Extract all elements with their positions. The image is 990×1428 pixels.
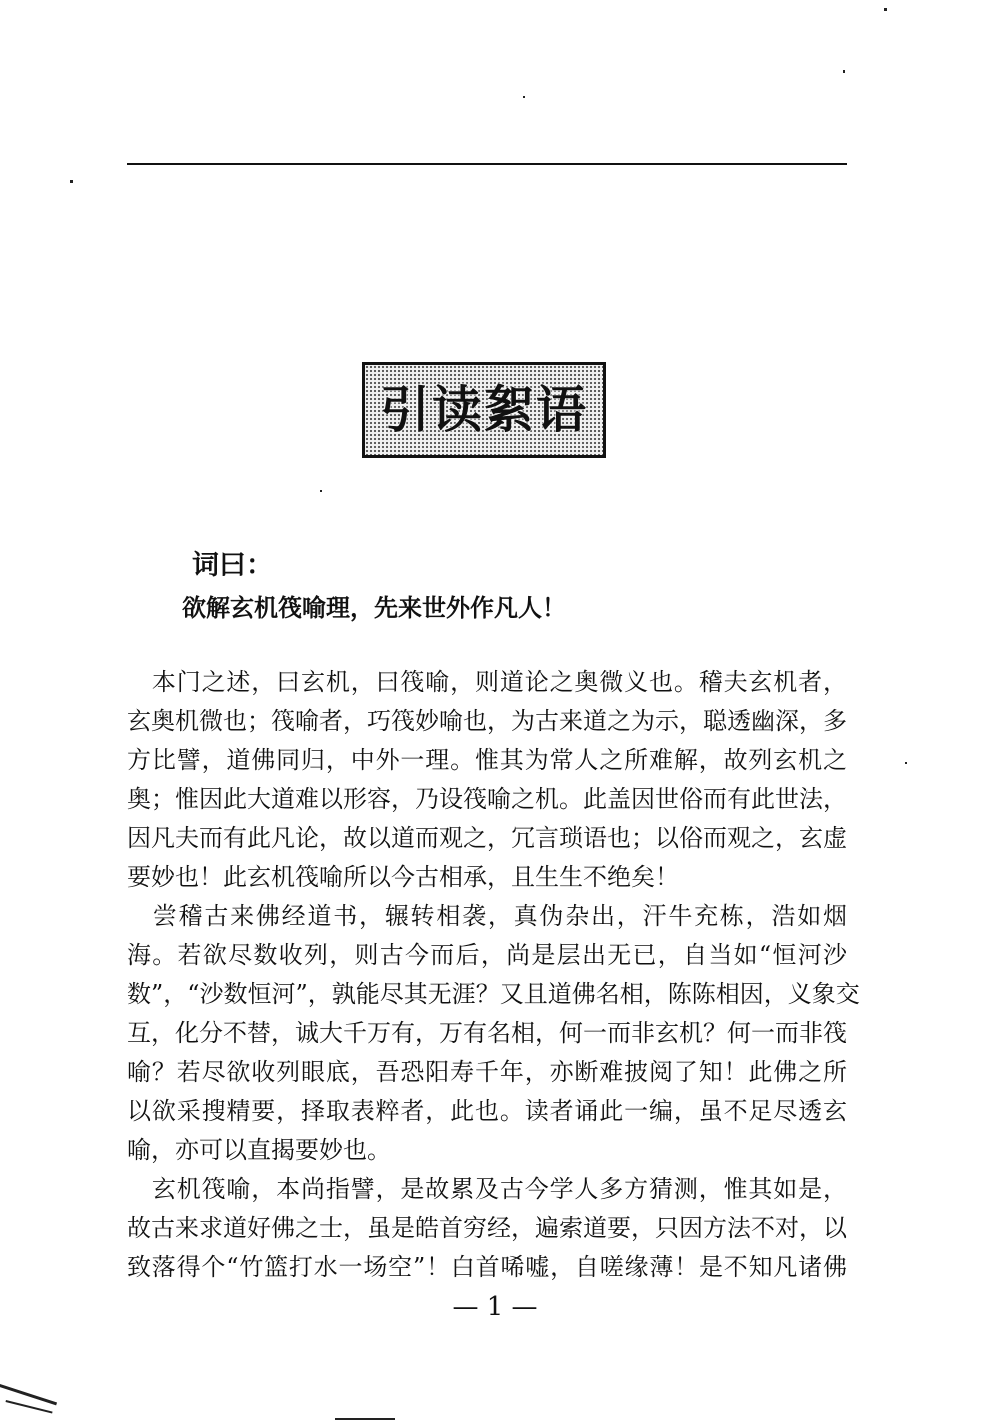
ci-label: 词曰：: [192, 550, 273, 581]
scan-speck: [523, 96, 525, 98]
scan-speck: [335, 1418, 395, 1420]
body-line: 数”，“沙数恒河”，孰能尽其无涯？又且道佛名相，陈陈相因，义象交: [127, 980, 860, 1008]
header-rule: [127, 163, 847, 165]
body-line: 以欲采搜精要，择取表粹者，此也。读者诵此一编，虽不足尽透玄: [127, 1097, 847, 1125]
body-line: 故古来求道好佛之士，虽是皓首穷经，遍索道要，只因方法不对，以: [127, 1214, 847, 1242]
body-line: 方比譬，道佛同归，中外一理。惟其为常人之所难解，故列玄机之: [127, 746, 847, 774]
verse: 欲解玄机筏喻理，先来世外作凡人！: [182, 593, 566, 622]
scan-speck: [843, 70, 845, 73]
body-line: 互，化分不替，诚大千万有，万有名相，何一而非玄机？何一而非筏: [127, 1019, 847, 1047]
body-line: 奥；惟因此大道难以形容，乃设筏喻之机。此盖因世俗而有此世法，: [127, 785, 847, 813]
body-line: 致落得个“竹篮打水一场空”！白首唏嘘，自嗟缘薄！是不知凡诸佛: [127, 1253, 847, 1281]
body-line: 玄奥机微也；筏喻者，巧筏妙喻也，为古来道之为示，聪透幽深，多: [127, 707, 847, 735]
body-line: 喻？若尽欲收列眼底，吾恐阳寿千年，亦断难披阅了知！此佛之所: [127, 1058, 847, 1086]
section-title: 引读絮语: [380, 381, 588, 439]
scan-speck: [320, 490, 322, 492]
body-line: 因凡夫而有此凡论，故以道而观之，冗言琐语也；以俗而观之，玄虚: [127, 824, 847, 852]
scan-speck: [905, 762, 907, 764]
scan-speck: [884, 8, 887, 11]
body-line: 尝稽古来佛经道书，辗转相袭，真伪杂出，汗牛充栋，浩如烟: [127, 902, 847, 930]
body-line: 本门之述，曰玄机，曰筏喻，则道论之奥微义也。稽夫玄机者，: [127, 668, 847, 696]
page-number: — 1 —: [452, 1292, 538, 1322]
body-line: 要妙也！此玄机筏喻所以今古相承，且生生不绝矣！: [127, 863, 679, 891]
scan-speck: [70, 180, 73, 183]
body-line: 玄机筏喻，本尚指譬，是故累及古今学人多方猜测，惟其如是，: [127, 1175, 847, 1203]
body-line: 海。若欲尽数收列，则古今而后，尚是层出无已，自当如“恒河沙: [127, 941, 847, 969]
section-title-box: [362, 362, 606, 458]
body-line: 喻，亦可以直揭要妙也。: [127, 1136, 391, 1164]
